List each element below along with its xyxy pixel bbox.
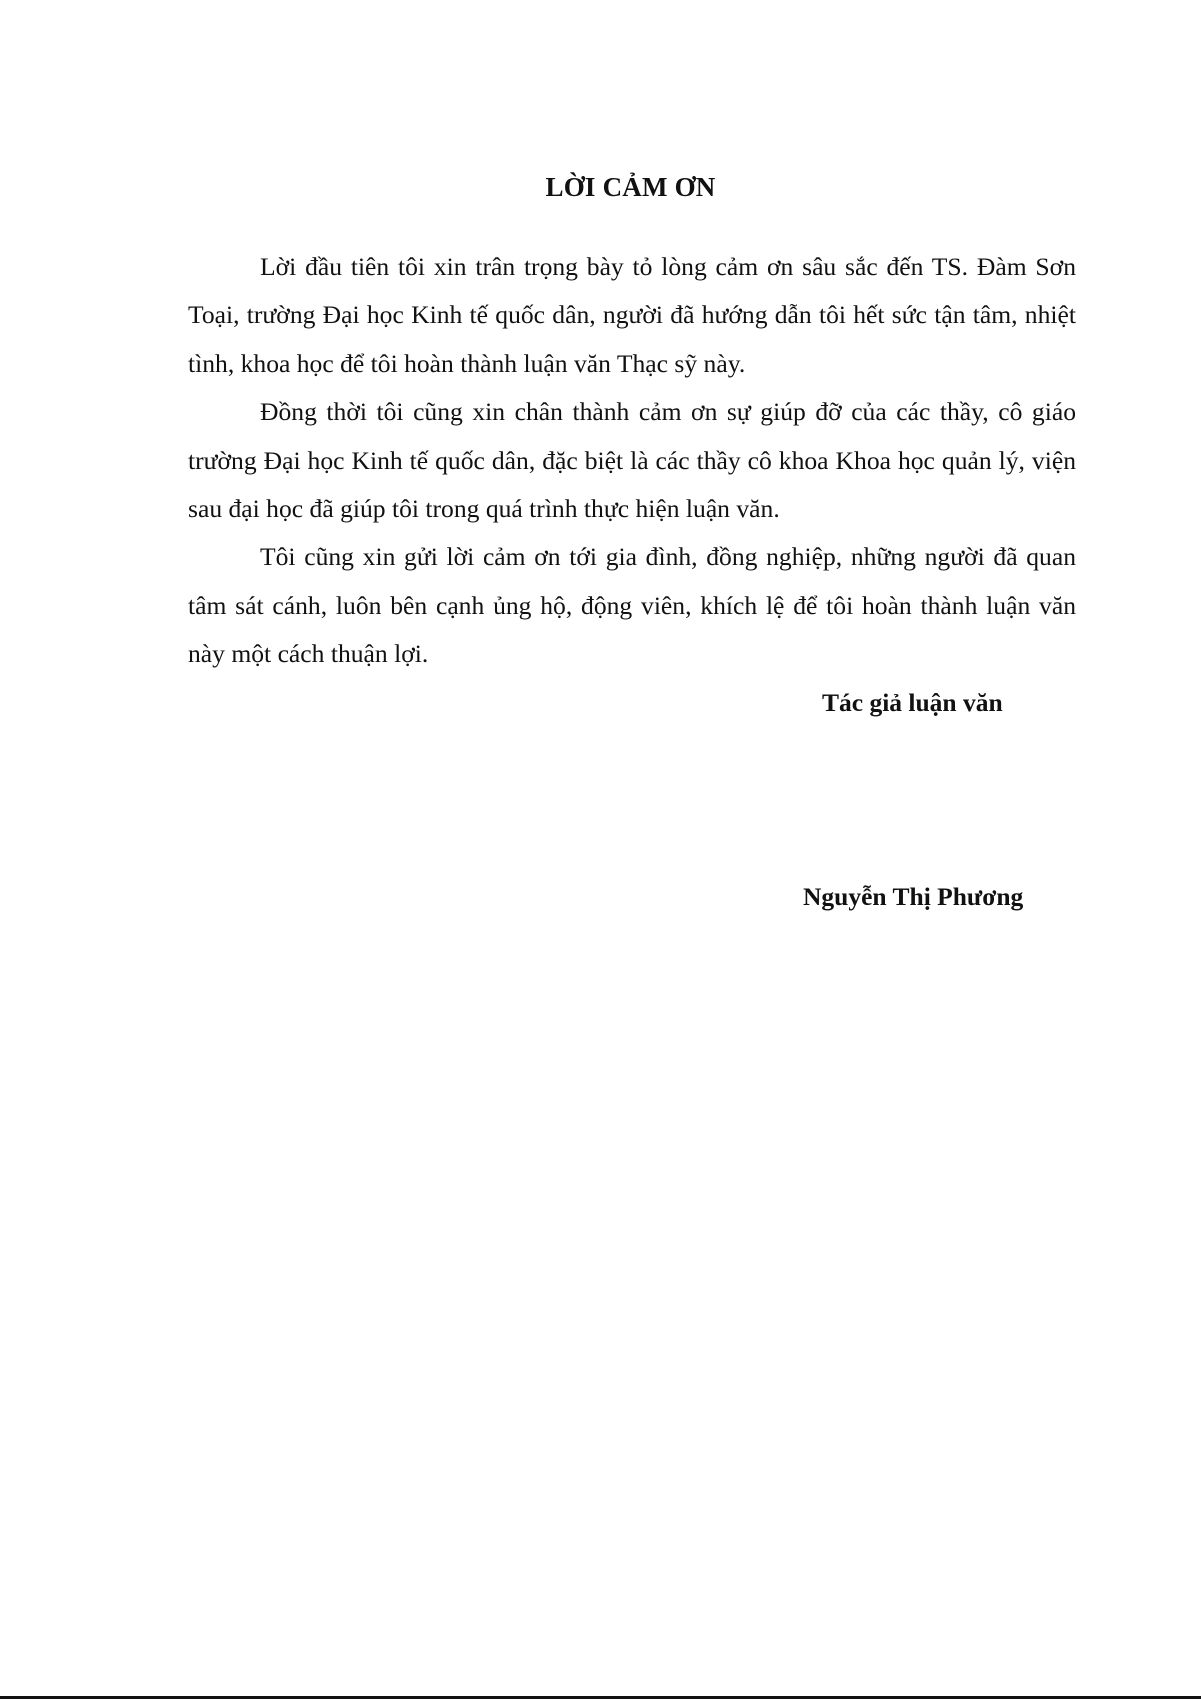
signature-name: Nguyễn Thị Phương <box>803 882 1024 911</box>
paragraph-2: Đồng thời tôi cũng xin chân thành cảm ơn sự giúp đỡ của các thầy, cô giáo trường Đại học Kinh tế quốc dân, đặc biệt là các thầy cô khoa Khoa học quản lý, viện sau đại học đã giúp tôi trong quá trình thực hiện luận văn. <box>188 397 1076 524</box>
acknowledgement-body <box>188 243 1076 679</box>
paragraph-1: Lời đầu tiên tôi xin trân trọng bày tỏ lòng cảm ơn sâu sắc đến TS. Đàm Sơn Toại, trường Đại học Kinh tế quốc dân, người đã hướng dẫn tôi hết sức tận tâm, nhiệt tình, khoa học để tôi hoàn thành luận văn Thạc sỹ này. <box>188 252 1076 378</box>
page-title: LỜI CẢM ƠN <box>545 172 716 202</box>
paragraph-3: Tôi cũng xin gửi lời cảm ơn tới gia đình, đồng nghiệp, những người đã quan tâm sát cánh, luôn bên cạnh ủng hộ, động viên, khích lệ để tôi hoàn thành luận văn này một cách thuận lợi. <box>188 542 1076 669</box>
signature-role: Tác giả luận văn <box>822 688 1003 717</box>
